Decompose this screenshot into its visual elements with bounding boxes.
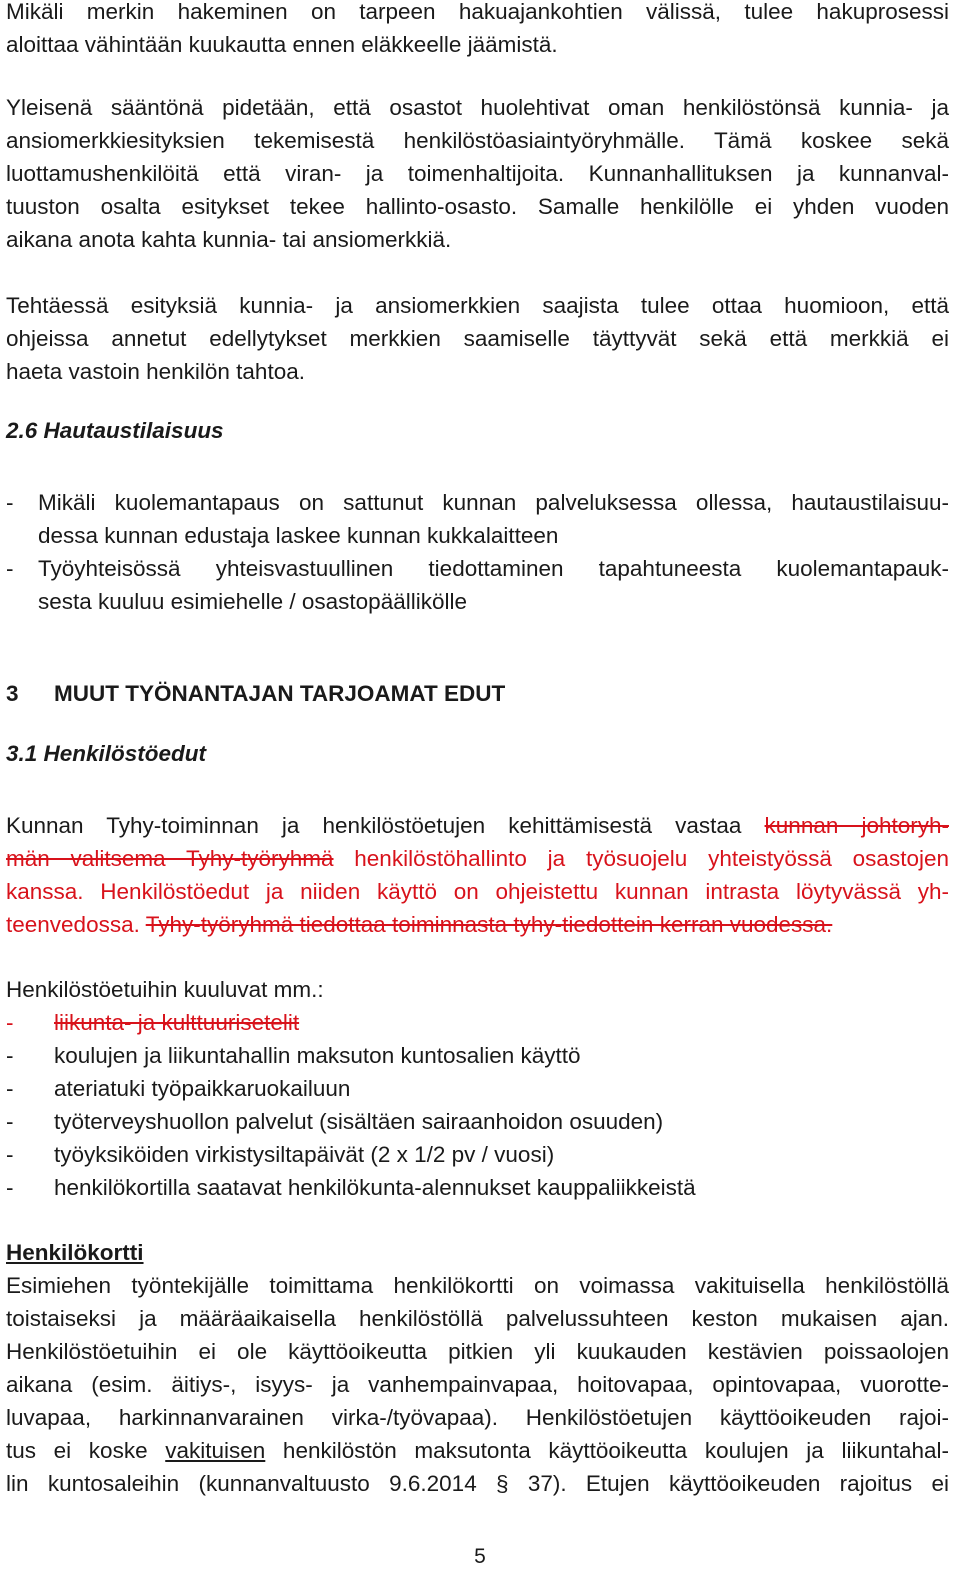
card-heading: Henkilökortti [6, 1240, 144, 1265]
text-line: Esimiehen työntekijälle toimittama henkilökortti on voimassa vakituisella henkilöstöllä [6, 1273, 949, 1298]
text-line: aloittaa vähintään kuukautta ennen eläkkeelle jäämistä. [6, 32, 558, 57]
paragraph-recipients [6, 289, 949, 388]
text-line: Tehtäessä esityksiä kunnia- ja ansiomerkkien saajista tulee ottaa huomioon, että [6, 293, 949, 318]
list-item: - työterveyshuollon palvelut (sisältäen sairaanhoidon osuuden) [6, 1105, 949, 1138]
chapter-heading-3 [6, 677, 949, 710]
text-segment: Kunnan Tyhy-toiminnan ja henkilöstöetujen kehittämisestä vastaa [6, 813, 765, 838]
list-dash: - [6, 490, 14, 515]
text-segment: tus ei koske [6, 1438, 166, 1463]
list-dash: - [6, 556, 14, 581]
text-line: Henkilöstöetuihin ei ole käyttöoikeutta pitkien yli kuukauden kestävien poissaolojen [6, 1339, 949, 1364]
list-item [6, 552, 949, 618]
funeral-list [6, 486, 949, 618]
deleted-text: män valitsema Tyhy-työryhmä [6, 846, 334, 871]
benefits-intro: Henkilöstöetuihin kuuluvat mm.: [6, 977, 324, 1002]
chapter-title: MUUT TYÖNANTAJAN TARJOAMAT EDUT [54, 681, 506, 706]
list-item: - koulujen ja liikuntahallin maksuton kuntosalien käyttö [6, 1039, 949, 1072]
deleted-text: Tyhy-työryhmä tiedottaa toiminnasta tyhy-tiedottein kerran vuodessa. [145, 912, 833, 937]
chapter-number: 3 [6, 681, 19, 706]
text-line: Mikäli merkin hakeminen on tarpeen hakuajankohtien välissä, tulee hakuprosessi [6, 0, 949, 24]
list-item: - ateriatuki työpaikkaruokailuun [6, 1072, 949, 1105]
paragraph-application-timing [6, 0, 949, 61]
text-line: ohjeissa annetut edellytykset merkkien saamiselle täyttyvät sekä että merkkiä ei [6, 326, 949, 351]
text-line: lin kuntosaleihin (kunnanvaltuusto 9.6.2014 § 37). Etujen käyttöoikeuden rajoitus ei [6, 1471, 949, 1496]
inserted-text: teenvedossa. [6, 912, 146, 937]
paragraph-staff-card [6, 1269, 949, 1500]
text-line: tuuston osalta esitykset tekee hallinto-osasto. Samalle henkilölle ei yhden vuoden [6, 194, 949, 219]
text-line: Yleisenä sääntönä pidetään, että osastot huolehtivat oman henkilöstönsä kunnia- ja [6, 95, 949, 120]
section-heading-3-1: 3.1 Henkilöstöedut [6, 741, 207, 766]
list-dash: - [6, 1043, 14, 1068]
text-line: haeta vastoin henkilön tahtoa. [6, 359, 305, 384]
list-item-text: Työyhteisössä yhteisvastuullinen tiedottaminen tapahtuneesta kuolemantapauk- [38, 556, 949, 581]
text-line: toistaiseksi ja määräaikaisella henkilöstöllä palvelussuhteen keston mukaisen ajan. [6, 1306, 949, 1331]
list-dash: - [6, 1109, 14, 1134]
paragraph-general-rule [6, 91, 949, 256]
list-dash: - [6, 1076, 14, 1101]
benefits-list [6, 973, 949, 1204]
list-item-text: dessa kunnan edustaja laskee kunnan kukkalaitteen [38, 523, 559, 548]
text-line: aikana (esim. äitiys-, isyys- ja vanhempainvapaa, hoitovapaa, opintovapaa, vuorotte- [6, 1372, 949, 1397]
inserted-text: henkilöstöhallinto ja työsuojelu yhteistyössä osastojen [333, 846, 949, 871]
section-heading-2-6: 2.6 Hautaustilaisuus [6, 418, 224, 443]
text-line: ansiomerkkiesityksien tekemisestä henkilöstöasiaintyöryhmälle. Tämä koskee sekä [6, 128, 949, 153]
text-line: luvapaa, harkinnanvarainen virka-/työvapaa). Henkilöstöetujen käyttöoikeuden rajoi- [6, 1405, 949, 1430]
list-dash: - [6, 1175, 14, 1200]
deleted-text: kunnan johtoryh- [764, 813, 949, 838]
list-dash: - [6, 1142, 14, 1167]
list-item-deleted: - liikunta- ja kulttuurisetelit [6, 1010, 300, 1035]
paragraph-staff-benefits [6, 809, 949, 941]
text-line: luottamushenkilöitä että viran- ja toimenhaltijoita. Kunnanhallituksen ja kunnanval- [6, 161, 949, 186]
list-item: - henkilökortilla saatavat henkilökunta-alennukset kauppaliikkeistä [6, 1171, 949, 1204]
list-item [6, 486, 949, 552]
text-line: aikana anota kahta kunnia- tai ansiomerkkiä. [6, 227, 452, 252]
inserted-text: kanssa. Henkilöstöedut ja niiden käyttö on ohjeistettu kunnan intrasta löytyvässä yh- [6, 879, 949, 904]
list-item: - työyksiköiden virkistysiltapäivät (2 x 1/2 pv / vuosi) [6, 1138, 949, 1171]
text-segment: henkilöstön maksutonta käyttöoikeutta koulujen ja liikuntahal- [265, 1438, 949, 1463]
underlined-text: vakituisen [165, 1438, 266, 1463]
page-number: 5 [474, 1545, 486, 1568]
list-item-text: sesta kuuluu esimiehelle / osastopäällikölle [38, 589, 467, 614]
list-item-text: Mikäli kuolemantapaus on sattunut kunnan palveluksessa ollessa, hautaustilaisuu- [38, 490, 949, 515]
